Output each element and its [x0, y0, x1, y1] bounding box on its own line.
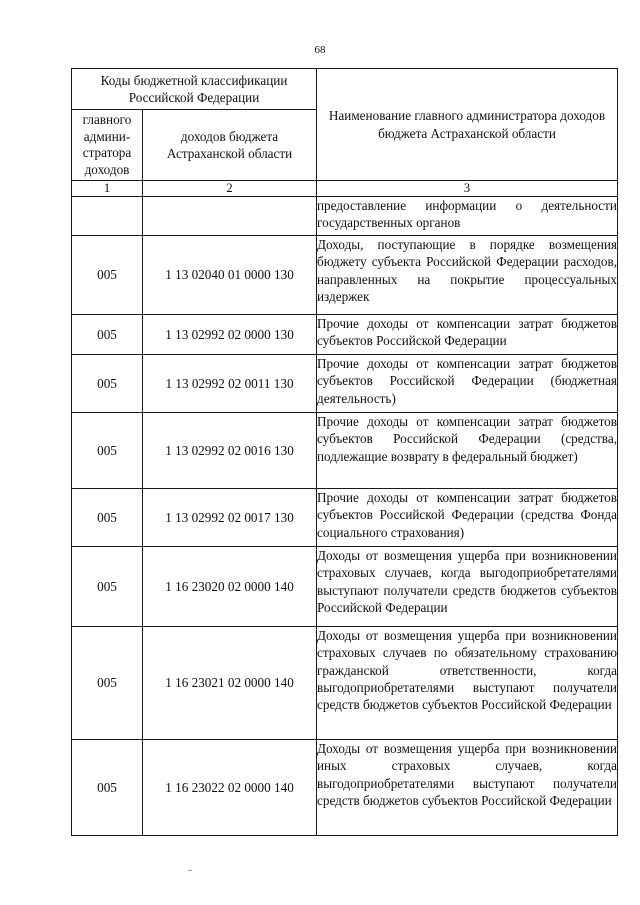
income-code-cell: 1 13 02992 02 0011 130: [143, 355, 317, 413]
income-code-cell: [143, 197, 317, 236]
scan-speck: [188, 870, 192, 871]
header-administrator-name: Наименование главного администратора доходов бюджета Астраханской области: [317, 69, 618, 181]
admin-code-cell: 005: [72, 547, 143, 627]
income-name-cell: Доходы от возмещения ущерба при возникновении страховых случаев по обязательному страхованию гражданской ответственности, когда выгодоприобретателями выступают получатели средств бюджетов субъектов Российской Федерации: [317, 627, 618, 740]
income-name-cell: Прочие доходы от компенсации затрат бюджетов субъектов Российской Федерации (бюджетная деятельность): [317, 355, 618, 413]
page-number: 68: [314, 44, 326, 56]
table-body: [72, 197, 618, 836]
income-code-cell: 1 13 02992 02 0017 130: [143, 489, 317, 547]
table-header: [72, 69, 618, 197]
income-name-cell: Доходы от возмещения ущерба при возникновении страховых случаев, когда выгодоприобретателями выступают получатели средств бюджетов субъектов Российской Федерации: [317, 547, 618, 627]
income-code-cell: 1 13 02040 01 0000 130: [143, 236, 317, 315]
income-code-cell: 1 13 02992 02 0000 130: [143, 315, 317, 355]
column-number-2: 2: [143, 181, 317, 197]
income-name-cell: Прочие доходы от компенсации затрат бюджетов субъектов Российской Федерации: [317, 315, 618, 355]
admin-code-cell: [72, 197, 143, 236]
table-row: [72, 197, 618, 236]
table-row: [72, 413, 618, 489]
admin-code-cell: 005: [72, 236, 143, 315]
table-row: [72, 740, 618, 836]
header-budget-codes: Коды бюджетной классификации Российской Федерации: [72, 69, 317, 110]
income-name-cell: предоставление информации о деятельности государственных органов: [317, 197, 618, 236]
table-row: [72, 355, 618, 413]
income-code-cell: 1 16 23021 02 0000 140: [143, 627, 317, 740]
table-row: [72, 236, 618, 315]
income-name-cell: Прочие доходы от компенсации затрат бюджетов субъектов Российской Федерации (средства Фонда социального страхования): [317, 489, 618, 547]
income-name-cell: Прочие доходы от компенсации затрат бюджетов субъектов Российской Федерации (средства, подлежащие возврату в федеральный бюджет): [317, 413, 618, 489]
admin-code-cell: 005: [72, 355, 143, 413]
table-row: [72, 547, 618, 627]
admin-code-cell: 005: [72, 627, 143, 740]
admin-code-cell: 005: [72, 315, 143, 355]
admin-code-cell: 005: [72, 740, 143, 836]
income-code-cell: 1 16 23022 02 0000 140: [143, 740, 317, 836]
table-row: [72, 489, 618, 547]
income-name-cell: Доходы, поступающие в порядке возмещения бюджету субъекта Российской Федерации расходов, направленных на покрытие процессуальных издержек: [317, 236, 618, 315]
admin-code-cell: 005: [72, 413, 143, 489]
column-number-3: 3: [317, 181, 618, 197]
header-income-code: доходов бюджета Астраханской области: [143, 110, 317, 181]
income-name-cell: Доходы от возмещения ущерба при возникновении иных страховых случаев, когда выгодоприобретателями выступают получатели средств бюджетов субъектов Российской Федерации: [317, 740, 618, 836]
budget-classification-table: [71, 68, 618, 836]
column-numbering-row: [72, 181, 618, 197]
income-code-cell: 1 16 23020 02 0000 140: [143, 547, 317, 627]
column-number-1: 1: [72, 181, 143, 197]
income-code-cell: 1 13 02992 02 0016 130: [143, 413, 317, 489]
table-row: [72, 627, 618, 740]
header-admin-code: главного админи-стратора доходов: [72, 110, 143, 181]
table-row: [72, 315, 618, 355]
admin-code-cell: 005: [72, 489, 143, 547]
